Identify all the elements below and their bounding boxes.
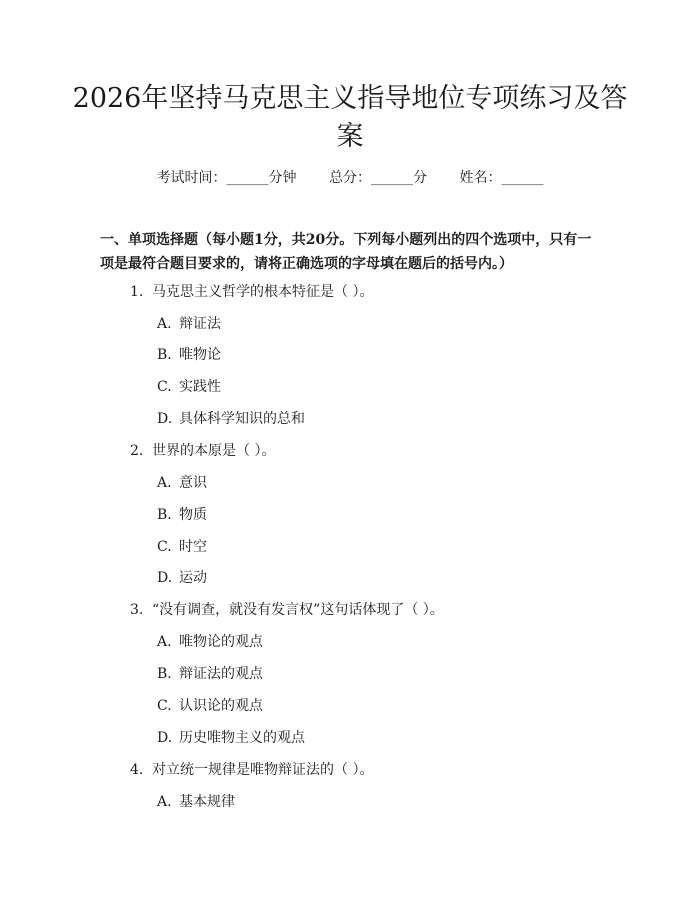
document-title: 2026年坚持马克思主义指导地位专项练习及答案 (72, 83, 628, 152)
question-1-option-d (157, 409, 305, 429)
question-text: 马克思主义哲学的根本特征是（ ）。 (152, 284, 374, 300)
option-text: 基本规律 (179, 794, 235, 810)
question-3-option-d (157, 728, 305, 748)
option-text: 历史唯物主义的观点 (179, 730, 305, 746)
option-letter: C. (157, 698, 172, 714)
question-text: 世界的本原是（ ）。 (152, 443, 276, 459)
total-score-label: 总分：______分 (329, 170, 427, 186)
option-text: 辩证法 (179, 316, 221, 332)
question-text: 对立统一规律是唯物辩证法的（ ）。 (152, 762, 374, 778)
option-text: 辩证法的观点 (179, 666, 263, 682)
option-letter: D. (157, 730, 173, 746)
question-3 (130, 600, 444, 620)
option-text: 运动 (179, 570, 207, 586)
option-letter: B. (157, 347, 172, 363)
exam-time-label: 考试时间：______分钟 (156, 170, 297, 186)
student-name-label: 姓名：______ (459, 170, 544, 186)
question-text: “没有调查，就没有发言权”这句话体现了（ ）。 (152, 602, 444, 618)
option-text: 唯物论的观点 (179, 634, 263, 650)
section-header: 一、单项选择题（每小题1分，共20分。下列每小题列出的四个选项中，只有一项是最符合题目要求的，请将正确选项的字母填在题后的括号内。） (100, 232, 592, 272)
option-letter: A. (157, 475, 172, 491)
option-letter: C. (157, 379, 172, 395)
question-1 (130, 282, 373, 302)
option-text: 唯物论 (179, 347, 221, 363)
question-4-option-a (157, 792, 235, 812)
option-text: 实践性 (179, 379, 221, 395)
question-1-option-a (157, 314, 221, 334)
question-2-option-a (157, 473, 207, 493)
option-letter: A. (157, 634, 172, 650)
option-letter: D. (157, 411, 173, 427)
question-4 (130, 760, 373, 780)
option-letter: B. (157, 666, 172, 682)
question-2-option-b (157, 505, 207, 525)
question-1-option-c (157, 377, 221, 397)
option-letter: D. (157, 570, 173, 586)
question-2-option-d (157, 568, 207, 588)
question-number: 3. (130, 602, 144, 618)
question-number: 4. (130, 762, 144, 778)
question-3-option-c (157, 696, 263, 716)
option-letter: B. (157, 507, 172, 523)
question-number: 1. (130, 284, 144, 300)
option-text: 认识论的观点 (179, 698, 263, 714)
question-2-option-c (157, 537, 207, 557)
option-letter: C. (157, 539, 172, 555)
option-text: 具体科学知识的总和 (179, 411, 305, 427)
question-number: 2. (130, 443, 144, 459)
option-letter: A. (157, 316, 172, 332)
question-1-option-b (157, 345, 221, 365)
question-3-option-b (157, 664, 263, 684)
option-text: 物质 (179, 507, 207, 523)
exam-meta (0, 168, 700, 188)
option-letter: A. (157, 794, 172, 810)
option-text: 时空 (179, 539, 207, 555)
option-text: 意识 (179, 475, 207, 491)
question-3-option-a (157, 632, 263, 652)
question-2 (130, 441, 275, 461)
